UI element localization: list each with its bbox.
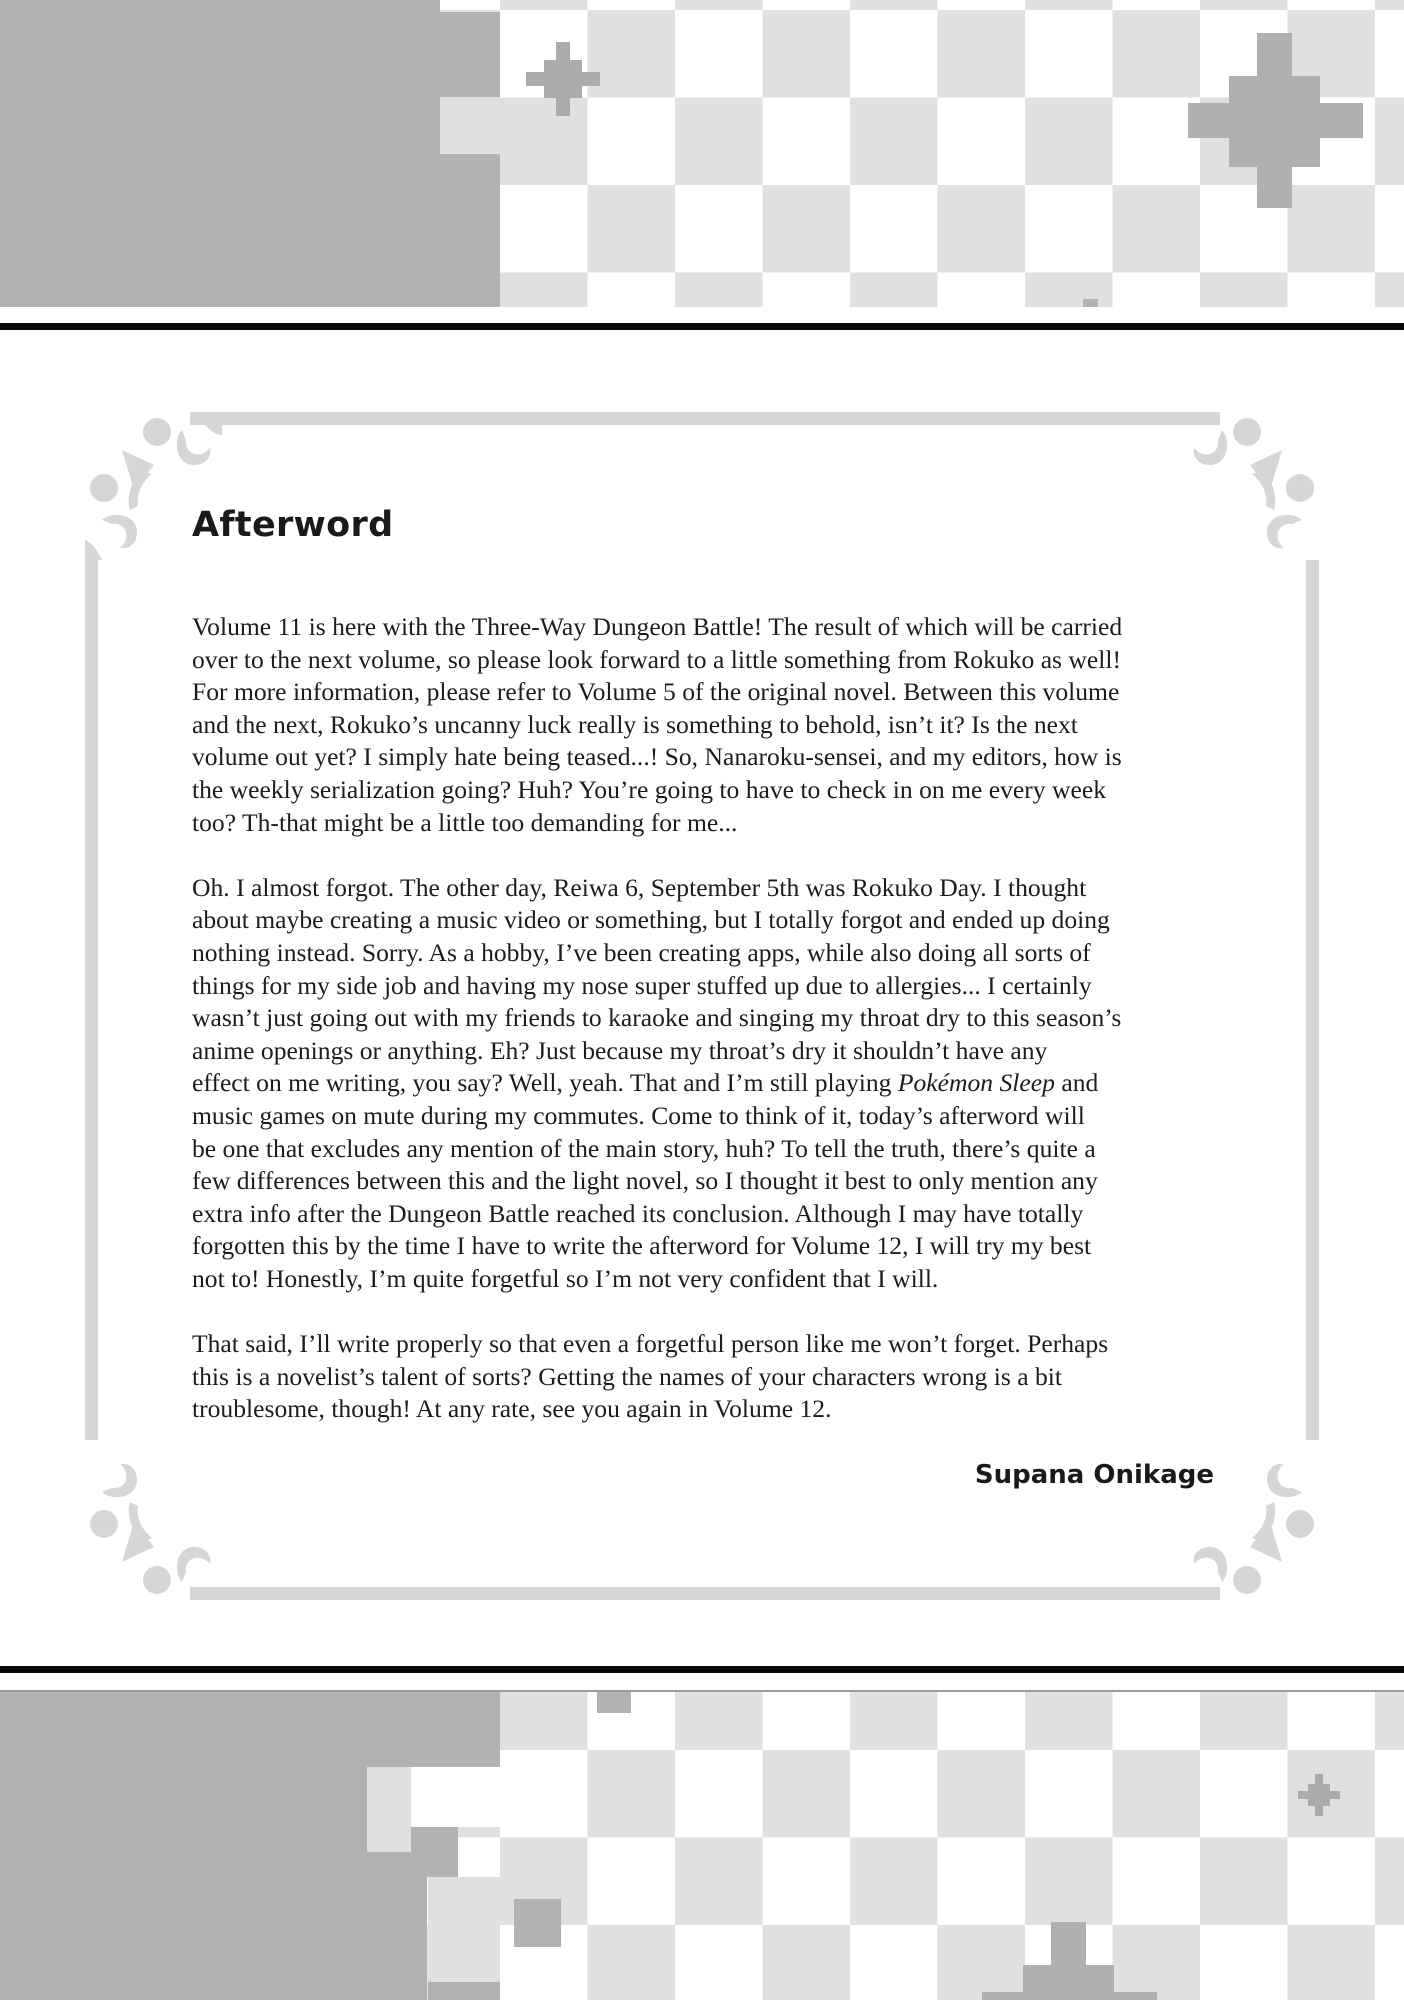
- gray-block: [0, 1767, 367, 2000]
- text-line: and the next, Rokuko’s uncanny luck really is something to behold, isn’t it? Is the next: [192, 709, 1078, 739]
- text-line: nothing instead. Sorry. As a hobby, I’ve been creating apps, while also doing all sorts of: [192, 937, 1091, 967]
- gray-block: [411, 1827, 458, 1877]
- paragraph-3: [192, 1328, 1222, 1426]
- frame-top-bar: [190, 412, 1220, 425]
- sparkle-icon: [1298, 1774, 1340, 1816]
- corner-ornament-icon: [82, 1452, 222, 1602]
- light-block: [440, 97, 500, 154]
- text-line: few differences between this and the light novel, so I thought it best to only mention any: [192, 1166, 1098, 1196]
- text-line: music games on mute during my commutes. Come to think of it, today’s afterword will: [192, 1100, 1085, 1130]
- bottom-divider-line: [0, 1666, 1404, 1673]
- text-line: over to the next volume, so please look forward to a little something from Rokuko as well!: [192, 644, 1121, 674]
- text-line: Oh. I almost forgot. The other day, Reiwa 6, September 5th was Rokuko Day. I thought: [192, 872, 1087, 902]
- text-line: the weekly serialization going? Huh? You’re going to have to check in on me every week: [192, 774, 1106, 804]
- gray-block: [0, 0, 440, 310]
- gray-block: [428, 1982, 500, 2000]
- text-line: Volume 11 is here with the Three-Way Dungeon Battle! The result of which will be carried: [192, 612, 1123, 641]
- text-line: too? Th-that might be a little too demanding for me...: [192, 807, 738, 837]
- text-line: troublesome, though! At any rate, see you again in Volume 12.: [192, 1394, 832, 1424]
- light-block: [367, 1767, 411, 1852]
- text-line: That said, I’ll write properly so that even a forgetful person like me won’t forget. Perhaps: [192, 1329, 1109, 1359]
- pixel-dot: [1083, 299, 1098, 307]
- top-divider-line: [0, 323, 1404, 330]
- text-line: wasn’t just going out with my friends to karaoke and singing my throat dry to this season’s: [192, 1003, 1122, 1033]
- text-line: this is a novelist’s talent of sorts? Getting the names of your characters wrong is a bit: [192, 1361, 1062, 1391]
- corner-ornament-icon: [1182, 410, 1322, 560]
- text-line: about maybe creating a music video or something, but I totally forgot and ended up doing: [192, 905, 1110, 935]
- sparkle-icon: [526, 42, 600, 117]
- author-signature: Supana Onikage: [974, 1460, 1214, 1490]
- text-line: forgotten this by the time I have to write the afterword for Volume 12, I will try my best: [192, 1231, 1092, 1261]
- pixel-block: [514, 1899, 561, 1947]
- band-gap: [0, 307, 1404, 310]
- text-line: volume out yet? I simply hate being teased...! So, Nanaroku-sensei, and my editors, how is: [192, 742, 1122, 772]
- paragraph-2: [192, 872, 1222, 1296]
- page-title: Afterword: [192, 505, 394, 545]
- top-decorative-band: [0, 0, 1404, 310]
- light-block: [428, 1877, 500, 1982]
- bottom-decorative-band: [0, 1690, 1404, 2000]
- frame-right-bar: [1306, 560, 1319, 1440]
- text-line: things for my side job and having my nose super stuffed up due to allergies... I certainly: [192, 970, 1092, 1000]
- gray-block: [440, 154, 500, 310]
- gray-block: [0, 1692, 500, 1767]
- text-line: and: [1054, 1068, 1099, 1098]
- pixel-block: [597, 1692, 631, 1713]
- sparkle-icon: [1188, 33, 1363, 208]
- text-line: effect on me writing, you say? Well, yeah. That and I’m still playing: [192, 1068, 898, 1098]
- game-title-italic: Pokémon Sleep: [897, 1068, 1055, 1098]
- text-line: For more information, please refer to Volume 5 of the original novel. Between this volume: [192, 677, 1120, 707]
- frame-bottom-bar: [190, 1587, 1220, 1600]
- text-line: extra info after the Dungeon Battle reached its conclusion. Although I may have totally: [192, 1198, 1084, 1228]
- text-line: anime openings or anything. Eh? Just because my throat’s dry it shouldn’t have any: [192, 1035, 1048, 1065]
- text-line: be one that excludes any mention of the main story, huh? To tell the truth, there’s quite a: [192, 1133, 1096, 1163]
- afterword-body: [192, 611, 1222, 1458]
- paragraph-1: [192, 611, 1222, 839]
- white-block: [411, 1767, 500, 1827]
- text-line: not to! Honestly, I’m quite forgetful so I’m not very confident that I will.: [192, 1263, 939, 1293]
- sparkle-icon: [982, 1922, 1157, 2000]
- frame-left-bar: [85, 560, 98, 1440]
